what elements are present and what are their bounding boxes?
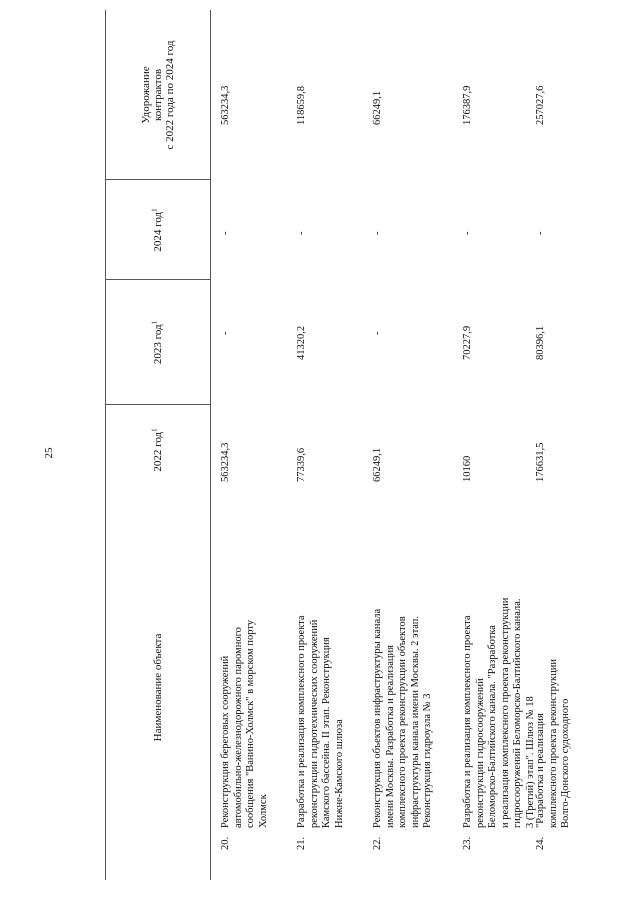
object-name: Разработка и реализация комплексного проекта реконструкции гидросооружений Беломорско-Балтийского канала. "Разработка и реализация комплексного проекта реконструкции гидросооружений Беломорско-Балтийского канала. 3 (Третий) этап". Шлюз № 18: [462, 597, 536, 828]
header-2022: 2022 год$^1$: [149, 428, 164, 472]
value-2022: 563234,3: [220, 442, 231, 482]
header-name: Наименование объекта: [151, 633, 164, 742]
rotated-table: [80, 10, 580, 880]
value-total: 66249,1: [372, 90, 383, 125]
value-2023: 41320,2: [296, 325, 307, 360]
row-number: 23.: [462, 836, 473, 850]
header-bottom-border: [210, 10, 211, 880]
value-2022: 10160: [462, 455, 473, 482]
value-2024: -: [535, 231, 546, 235]
value-2022: 66249,1: [372, 447, 383, 482]
value-total: 176387,9: [462, 85, 473, 125]
value-2023: 80396,1: [535, 325, 546, 360]
header-cost-increase: Удорожание контрактов с 2022 года по 2024 год: [139, 40, 176, 150]
header-2024: 2024 год$^1$: [149, 208, 164, 252]
value-total: 257027,6: [535, 85, 546, 125]
value-total: 563234,3: [220, 85, 231, 125]
object-name: Реконструкция объектов инфраструктуры канала имени Москвы. Разработка и реализация комплексного проекта реконструкции объектов инфраструктуры канала имени Москвы. 2 этап. Реконструкция гидроузла № 3: [372, 608, 433, 828]
object-name: "Разработка и реализация комплексного проекта реконструкции Волго-Донского судоходного: [535, 659, 571, 828]
row-number: 21.: [296, 836, 307, 850]
value-2024: -: [220, 231, 231, 235]
value-2022: 77339,6: [296, 447, 307, 482]
header-2023: 2023 год$^1$: [149, 320, 164, 365]
object-name: Разработка и реализация комплексного проекта реконструкции гидротехнических сооружений Камского бассейна. II этап. Реконструкция Нижне-Камского шлюза: [296, 615, 345, 828]
value-2022: 176631,5: [535, 442, 546, 482]
row-number: 22.: [372, 836, 383, 850]
value-2024: -: [372, 231, 383, 235]
value-2023: -: [220, 331, 231, 335]
row-number: 24.: [535, 836, 546, 850]
value-2024: -: [462, 231, 473, 235]
value-2023: -: [372, 331, 383, 335]
row-number: 20.: [220, 836, 231, 850]
value-2023: 70227,9: [462, 325, 473, 360]
value-total: 118659,8: [296, 86, 307, 125]
value-2024: -: [296, 231, 307, 235]
object-name: Реконструкция береговых сооружений автомобильно-железнодорожного паромного сообщения "Ванино-Холмск" в морском порту Холмск: [220, 619, 269, 828]
page-number: 25: [43, 447, 55, 459]
